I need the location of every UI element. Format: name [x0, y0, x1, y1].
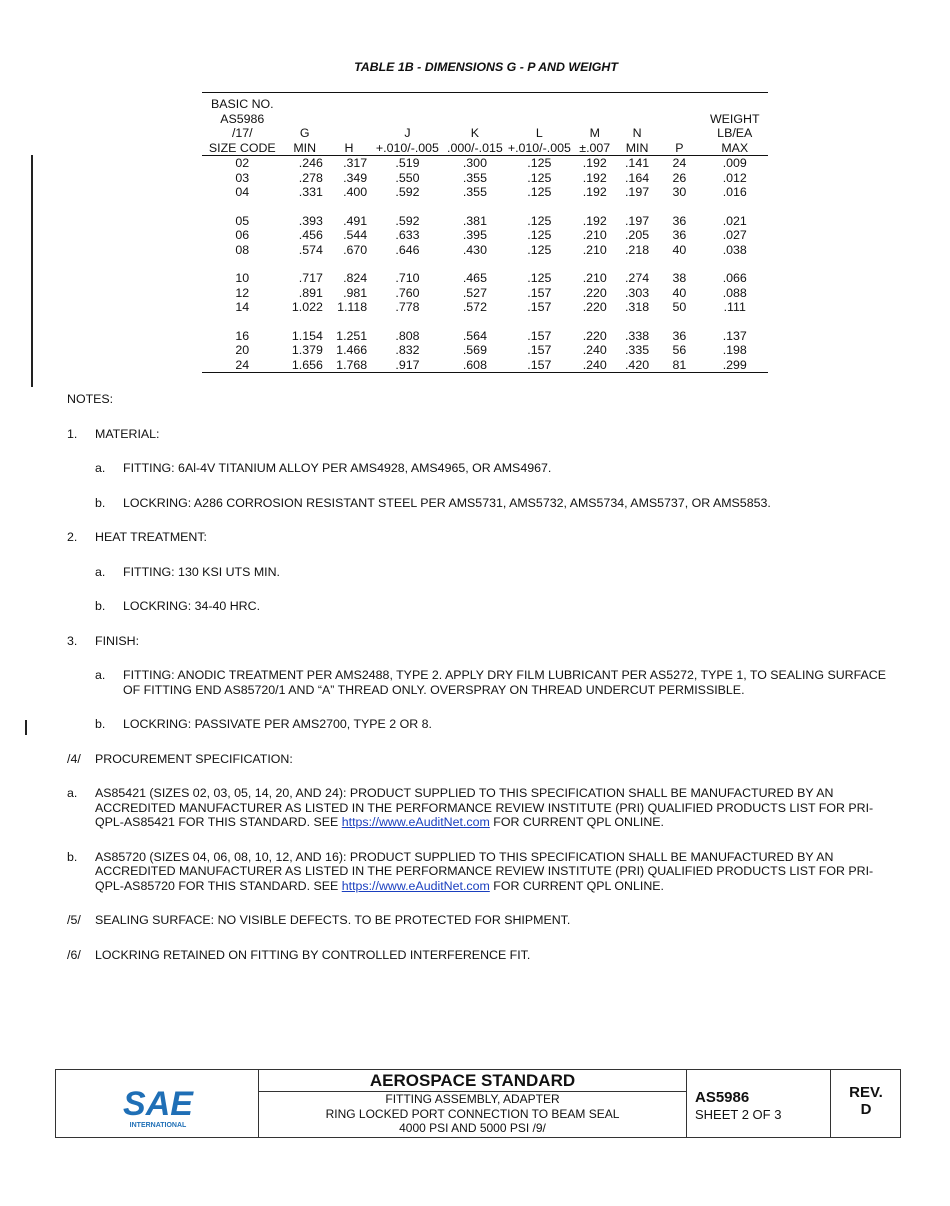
table-cell: .300	[462, 156, 487, 170]
change-bar	[31, 155, 33, 387]
note-1: 1. MATERIAL:	[67, 426, 160, 441]
table-cell: .519	[395, 156, 420, 170]
table-cell: 30	[672, 185, 687, 199]
table-cell: 36	[672, 328, 687, 343]
table-cell: .125	[527, 213, 552, 228]
col-header-m-sub: ±.007	[573, 141, 617, 156]
revision-value: D	[860, 1101, 872, 1118]
table-cell: .592	[395, 185, 420, 199]
table-cell: 1.768	[327, 358, 371, 373]
table-cell: .355	[462, 185, 487, 199]
col-header-j-sub: +.010/-.005	[371, 141, 444, 156]
revision-cell	[831, 1070, 901, 1137]
table-cell: .220	[582, 300, 607, 314]
table-cell: 08	[235, 242, 250, 257]
table-cell: .564	[462, 328, 487, 343]
table-cell: .198	[722, 343, 747, 357]
table-cell: .021	[722, 213, 747, 228]
note-6: /6/ LOCKRING RETAINED ON FITTING BY CONTROLLED INTERFERENCE FIT.	[67, 947, 531, 962]
table-cell: .717	[298, 271, 323, 285]
table-cell: .164	[624, 170, 650, 185]
table-cell: 38	[672, 271, 687, 285]
table-row	[202, 300, 768, 315]
table-cell: .220	[582, 328, 607, 343]
col-header-n: N	[632, 126, 642, 140]
table-cell: .608	[444, 358, 506, 373]
col-header-weight: WEIGHT	[709, 111, 760, 126]
svg-text:SAE: SAE	[123, 1085, 193, 1123]
table-cell: 56	[672, 343, 687, 357]
table-cell: .393	[298, 213, 323, 228]
table-cell: 1.656	[283, 358, 327, 373]
table-cell: .569	[462, 343, 487, 357]
eauditnet-link[interactable]: https://www.eAuditNet.com	[341, 878, 490, 893]
revision-label: REV.	[849, 1084, 883, 1101]
col-header-l: L	[535, 126, 543, 140]
table-row	[202, 243, 768, 258]
svg-text:INTERNATIONAL: INTERNATIONAL	[129, 1122, 187, 1129]
table-cell: .278	[298, 170, 323, 185]
table-cell: .197	[624, 213, 650, 228]
table-cell: .917	[371, 358, 444, 373]
sae-logo	[120, 1084, 196, 1130]
note-4b: b. AS85720 (SIZES 04, 06, 08, 10, 12, AND 16): PRODUCT SUPPLIED TO THIS SPECIFICATION SHALL BE MANUFACTURED BY AN ACCREDITED MANUFACTURER AS LISTED IN THE PERFORMANCE REVIEW INSTITUTE (PRI) QUALIFIED PRODUCTS LIST FOR PRI-QPL-AS85720 FOR THIS STANDARD. SEE https://www.eAuditNet.com FOR CURRENT QPL ONLINE.	[67, 849, 874, 893]
table-cell: 36	[672, 228, 687, 242]
title-line: FITTING ASSEMBLY, ADAPTER	[385, 1092, 560, 1106]
title-cell	[259, 1070, 687, 1137]
table-cell: .192	[582, 185, 607, 199]
table-cell: .710	[395, 271, 420, 285]
table-cell: .430	[462, 242, 487, 257]
table-cell: .157	[527, 343, 552, 357]
note-3: 3. FINISH:	[67, 633, 140, 648]
title-block	[55, 1069, 901, 1138]
table-cell: 40	[672, 242, 687, 257]
table-cell: .157	[527, 300, 552, 314]
table-cell: .205	[624, 228, 650, 242]
note-2: 2. HEAT TREATMENT:	[67, 530, 207, 544]
table-cell: .633	[395, 228, 420, 242]
note-2a: a. FITTING: 130 KSI UTS MIN.	[95, 564, 280, 579]
note-5: /5/ SEALING SURFACE: NO VISIBLE DEFECTS. TO BE PROTECTED FOR SHIPMENT.	[67, 913, 571, 927]
col-header-j: J	[404, 126, 411, 140]
col-header-basic: SIZE CODE	[202, 141, 283, 156]
table-cell: .808	[395, 328, 420, 343]
col-header-l-sub: +.010/-.005	[507, 140, 571, 155]
table-cell: .125	[527, 156, 552, 170]
table-cell: .125	[527, 228, 552, 242]
table-cell: .544	[343, 228, 368, 242]
table-cell: 26	[672, 170, 687, 185]
table-cell: .317	[343, 156, 368, 170]
table-row	[202, 214, 768, 229]
note-1b: b. LOCKRING: A286 CORROSION RESISTANT STEEL PER AMS5731, AMS5732, AMS5734, AMS5737, OR AMS5853.	[95, 495, 771, 510]
col-header-k-sub: .000/-.015	[444, 141, 506, 156]
col-header-p: P	[657, 141, 701, 156]
table-cell: .125	[527, 185, 552, 199]
table-cell: .465	[462, 271, 487, 285]
table-row	[202, 358, 768, 373]
table-cell: .157	[527, 285, 552, 300]
table-cell: 02	[235, 156, 250, 170]
table-cell: .778	[395, 300, 420, 314]
logo-cell	[56, 1070, 259, 1137]
eauditnet-link[interactable]: https://www.eAuditNet.com	[341, 815, 490, 829]
spacer-row	[202, 315, 768, 329]
table-cell: .299	[702, 358, 769, 373]
table-cell: 04	[235, 185, 250, 199]
col-header-n-sub: MIN	[617, 141, 657, 156]
standard-header: AEROSPACE STANDARD	[259, 1070, 686, 1092]
table-cell: .240	[573, 358, 617, 373]
table-cell: 16	[235, 328, 250, 343]
table-cell: 36	[672, 213, 687, 228]
table-cell: .218	[624, 242, 650, 257]
col-header-weight-sub: MAX	[702, 141, 769, 156]
note-2b: b. LOCKRING: 34-40 HRC.	[95, 599, 261, 613]
table-cell: 81	[657, 358, 701, 373]
table-cell: 24	[672, 156, 687, 170]
col-header-basic: BASIC NO.	[202, 93, 283, 112]
col-header-weight: LB/EA	[717, 126, 753, 140]
spacer-row	[202, 257, 768, 271]
table-row	[202, 286, 768, 301]
table-cell: .832	[395, 343, 420, 357]
title-line: 4000 PSI AND 5000 PSI /9/	[399, 1121, 546, 1135]
table-cell: 50	[672, 300, 687, 314]
table-cell: .381	[462, 213, 487, 228]
table-row	[202, 329, 768, 344]
table-cell: .016	[722, 185, 747, 199]
table-cell: .088	[722, 285, 747, 300]
table-cell: .527	[462, 285, 487, 300]
table-cell: 03	[235, 170, 250, 185]
table-cell: .572	[462, 300, 487, 314]
table-cell: .891	[298, 285, 323, 300]
table-cell: .157	[527, 328, 552, 343]
table-cell: .981	[343, 285, 368, 300]
table-cell: .220	[582, 285, 607, 300]
table-cell: 1.154	[291, 328, 323, 343]
table-cell: 05	[235, 213, 250, 228]
col-header-basic: AS5986	[220, 111, 265, 126]
table-cell: .192	[582, 170, 607, 185]
change-bar	[25, 720, 27, 735]
col-header-m: M	[589, 126, 600, 140]
table-cell: .038	[722, 242, 747, 257]
table-cell: 1.466	[336, 343, 368, 357]
table-cell: .592	[395, 213, 420, 228]
table-cell: 24	[202, 358, 283, 373]
table-cell: .192	[582, 213, 607, 228]
doc-number: AS5986	[695, 1089, 750, 1106]
note-3b: b. LOCKRING: PASSIVATE PER AMS2700, TYPE 2 OR 8.	[95, 717, 432, 731]
table-cell: 1.251	[336, 328, 368, 343]
sheet-number: SHEET 2 OF 3	[695, 1107, 782, 1122]
spacer-row	[202, 200, 768, 214]
table-row	[202, 271, 768, 286]
table-cell: .027	[722, 228, 747, 242]
table-cell: .192	[582, 156, 607, 170]
col-header-k: K	[470, 126, 480, 140]
table-cell: .197	[624, 185, 650, 199]
table-cell: 06	[235, 228, 250, 242]
table-cell: .012	[722, 170, 747, 185]
table-cell: .550	[395, 170, 420, 185]
doc-cell	[687, 1070, 831, 1137]
table-cell: .009	[722, 156, 747, 170]
table-cell: .335	[624, 343, 650, 357]
table-cell: .141	[624, 156, 650, 170]
table-cell: 10	[235, 271, 250, 285]
table-cell: 40	[672, 285, 687, 300]
table-cell: .210	[582, 242, 607, 257]
table-row	[202, 343, 768, 358]
table-cell: .456	[298, 228, 323, 242]
note-4: /4/ PROCUREMENT SPECIFICATION:	[67, 751, 293, 766]
col-header-basic: /17/	[231, 126, 253, 140]
table-cell: .395	[462, 228, 487, 242]
table-cell: 1.022	[291, 300, 323, 314]
title-line: RING LOCKED PORT CONNECTION TO BEAM SEAL	[325, 1106, 620, 1121]
table-cell: .338	[624, 328, 650, 343]
table-cell: .355	[462, 170, 487, 185]
table-row	[202, 185, 768, 200]
table-cell: .125	[527, 242, 552, 257]
table-title: TABLE 1B - DIMENSIONS G - P AND WEIGHT	[354, 60, 618, 74]
table-row	[202, 228, 768, 243]
table-cell: .420	[617, 358, 657, 373]
col-header-g: G	[299, 126, 310, 140]
note-4a: a. AS85421 (SIZES 02, 03, 05, 14, 20, AND 24): PRODUCT SUPPLIED TO THIS SPECIFICATION SHALL BE MANUFACTURED BY AN ACCREDITED MANUFACTURER AS LISTED IN THE PERFORMANCE REVIEW INSTITUTE (PRI) QUALIFIED PRODUCTS LIST FOR PRI-QPL-AS85421 FOR THIS STANDARD. SEE https://www.eAuditNet.com FOR CURRENT QPL ONLINE.	[67, 786, 874, 829]
notes-heading: NOTES:	[67, 392, 114, 406]
table-cell: .824	[343, 271, 368, 285]
table-cell: .111	[723, 300, 746, 314]
table-cell: .210	[582, 228, 607, 242]
col-header-g-sub: MIN	[283, 141, 327, 156]
table-cell: .574	[298, 242, 323, 257]
table-cell: .210	[582, 271, 607, 285]
table-cell: .491	[343, 213, 368, 228]
dimensions-table	[202, 92, 768, 373]
table-cell: .125	[527, 170, 552, 185]
table-cell: .137	[722, 328, 747, 343]
table-cell: .760	[395, 285, 420, 300]
table-cell: .157	[506, 358, 572, 373]
table-cell: 12	[235, 285, 250, 300]
table-cell: .400	[343, 185, 368, 199]
table-cell: .274	[624, 271, 650, 285]
notes-section	[67, 392, 897, 962]
table-cell: 1.118	[337, 300, 368, 314]
table-cell: .066	[722, 271, 747, 285]
table-cell: .670	[343, 242, 368, 257]
table-cell: .331	[298, 185, 323, 199]
table-row	[202, 171, 768, 186]
table-cell: .646	[395, 242, 420, 257]
table-row	[202, 156, 768, 171]
table-cell: .240	[582, 343, 607, 357]
table-cell: .349	[343, 170, 368, 185]
col-header-h: H	[327, 141, 371, 156]
table-cell: .318	[624, 300, 650, 314]
table-cell: 14	[235, 300, 250, 314]
note-3a: a. FITTING: ANODIC TREATMENT PER AMS2488, TYPE 2. APPLY DRY FILM LUBRICANT PER AS5272, TYPE 1, TO SEALING SURFACE OF FITTING END AS85720/1 AND “A” THREAD ONLY. OVERSPRAY ON THREAD UNDERCUT PERMISSIBLE.	[95, 668, 886, 697]
table-cell: .125	[527, 271, 552, 285]
table-cell: .246	[298, 156, 323, 170]
table-cell: 20	[235, 343, 250, 357]
table-cell: 1.379	[291, 343, 323, 357]
note-1a: a. FITTING: 6Al-4V TITANIUM ALLOY PER AMS4928, AMS4965, OR AMS4967.	[95, 461, 552, 475]
table-cell: .303	[624, 285, 650, 300]
